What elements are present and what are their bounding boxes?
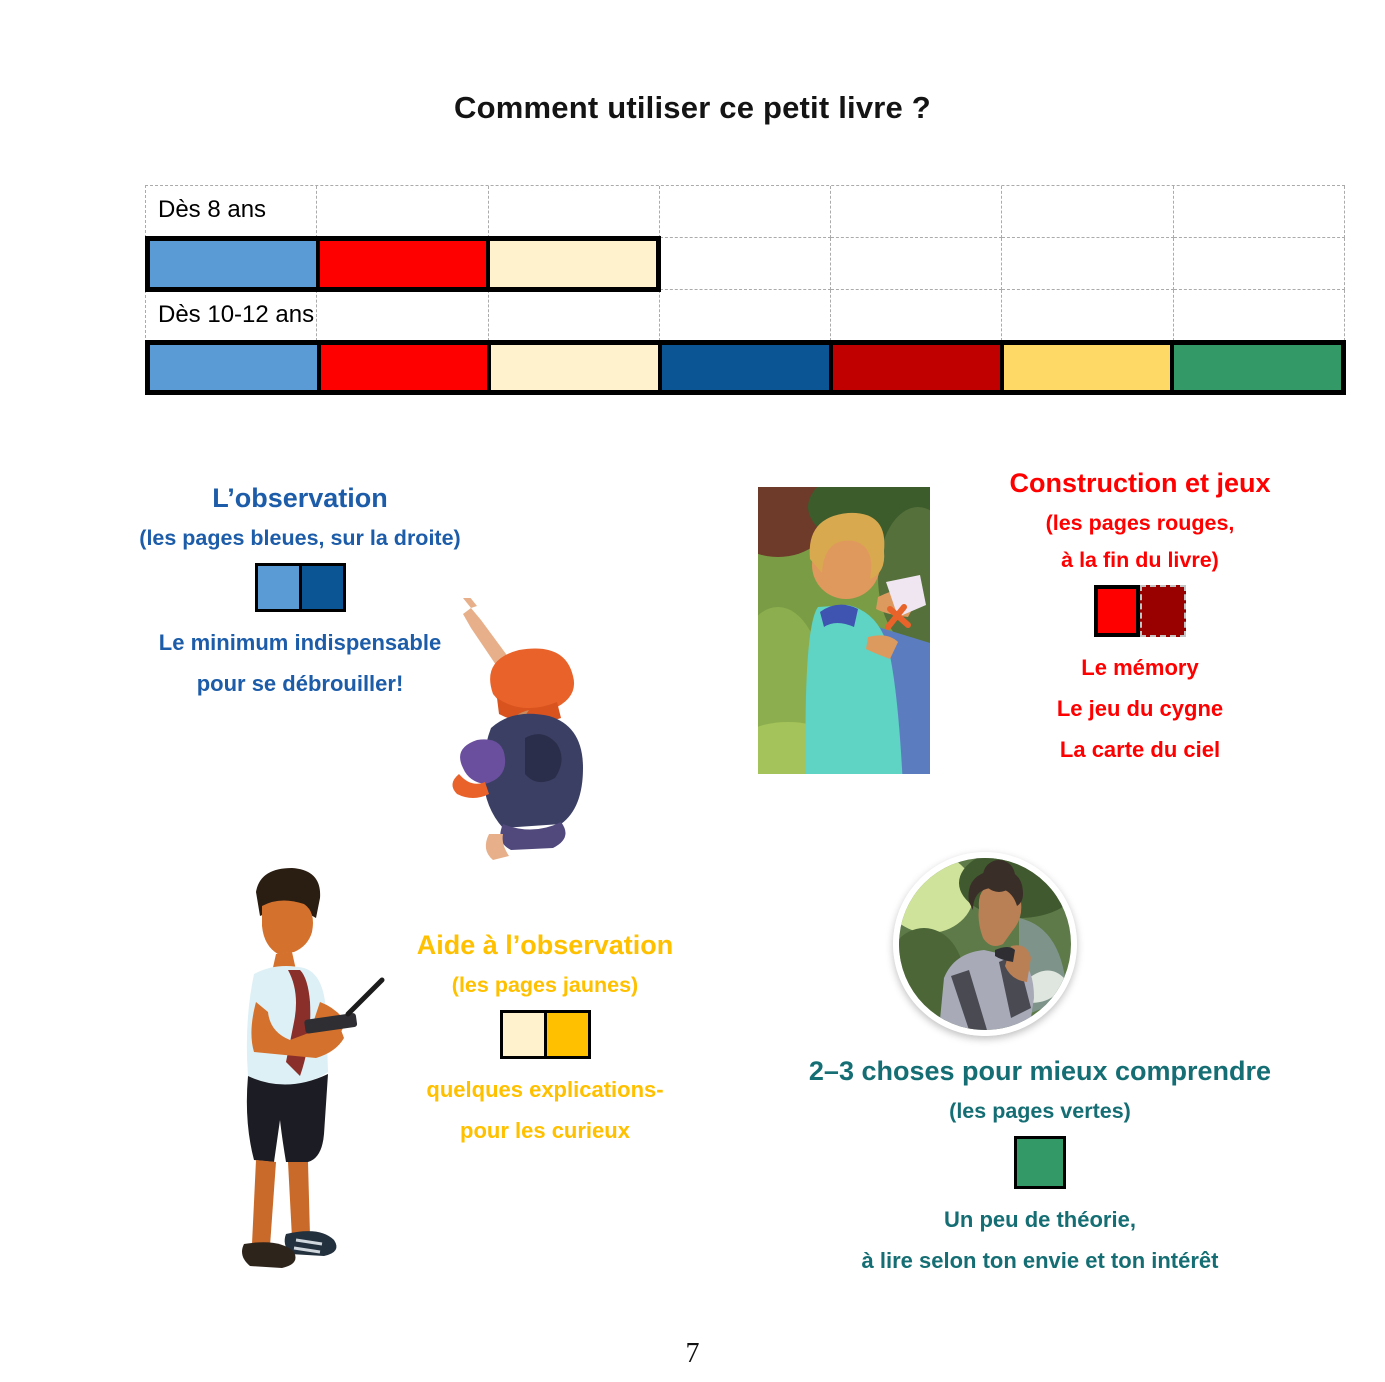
section-construction-line: Le mémory [1081, 655, 1199, 681]
swatch-bleu-clair [255, 563, 302, 612]
section-comprendre-title: 2–3 choses pour mieux comprendre [808, 1056, 1272, 1086]
section-aide-subtitle: (les pages jaunes) [451, 973, 639, 998]
section-construction-line: La carte du ciel [1059, 737, 1221, 763]
section-construction-swatches [928, 585, 1352, 637]
age-label-10-12: Dès 10-12 ans [158, 301, 315, 328]
grid-cell [1174, 238, 1345, 290]
page-title: Comment utiliser ce petit livre ? [454, 90, 931, 125]
grid-cell [489, 290, 660, 342]
age-label-8: Dès 8 ans [158, 196, 267, 223]
grid-cell [1002, 238, 1173, 290]
swatch-rouge [1094, 585, 1140, 637]
bar-segment-vert [1170, 345, 1341, 390]
age-bar-8 [145, 236, 661, 292]
grid-cell [1174, 290, 1345, 342]
bar-segment-creme [487, 345, 658, 390]
section-observation-line: Le minimum indispensable [158, 630, 442, 656]
bar-segment-bleu-clair [150, 345, 317, 390]
section-comprendre-line: à lire selon ton envie et ton intérêt [861, 1248, 1219, 1274]
age-bar-10-12 [145, 340, 1346, 395]
bar-segment-jaune [1000, 345, 1171, 390]
grid-cell [660, 186, 831, 238]
section-construction-title: Construction et jeux [1009, 468, 1271, 498]
page-number: 7 [685, 1338, 700, 1369]
bar-segment-rouge-fonce [829, 345, 1000, 390]
section-aide-line: pour les curieux [460, 1118, 630, 1144]
section-construction-subtitle: (les pages rouges, [1045, 511, 1235, 536]
grid-cell [1002, 290, 1173, 342]
section-observation-title: L’observation [212, 483, 388, 513]
section-construction-line: Le jeu du cygne [1056, 696, 1224, 722]
bar-segment-bleu-clair [150, 241, 316, 287]
grid-cell [317, 290, 488, 342]
section-construction-subtitle: à la fin du livre) [1061, 548, 1219, 573]
grid-cell [1002, 186, 1173, 238]
swatch-rouge-fonce [1140, 585, 1186, 637]
grid-cell [831, 186, 1002, 238]
swatch-vert [1014, 1136, 1066, 1189]
section-comprendre-subtitle: (les pages vertes) [949, 1099, 1131, 1124]
grid-cell [831, 238, 1002, 290]
photo-girl-thinking [893, 852, 1077, 1036]
swatch-creme [500, 1010, 547, 1059]
illustration-child-pointing-sky [433, 598, 613, 866]
section-observation-line: pour se débrouiller! [196, 671, 404, 697]
bar-segment-rouge [316, 241, 486, 287]
section-comprendre-line: Un peu de théorie, [944, 1207, 1136, 1233]
illustration-boy-reading-phone [196, 862, 401, 1292]
section-aide-title: Aide à l’observation [416, 930, 674, 960]
section-comprendre-swatches [752, 1136, 1328, 1189]
grid-cell [660, 238, 831, 290]
bar-segment-creme [486, 241, 656, 287]
section-aide-swatches [375, 1010, 715, 1059]
swatch-jaune-orange [544, 1010, 591, 1059]
photo-boy-cutting-paper [758, 487, 930, 774]
grid-cell [489, 186, 660, 238]
bar-segment-bleu-fonce [658, 345, 829, 390]
section-aide-observation [375, 930, 715, 1144]
grid-cell [831, 290, 1002, 342]
grid-cell [317, 186, 488, 238]
section-comprendre [752, 1056, 1328, 1274]
grid-cell [660, 290, 831, 342]
section-observation-subtitle: (les pages bleues, sur la droite) [139, 526, 461, 551]
grid-cell [1174, 186, 1345, 238]
bar-segment-rouge [317, 345, 488, 390]
section-construction [928, 468, 1352, 763]
section-aide-line: quelques explications- [426, 1077, 664, 1103]
swatch-bleu-fonce [299, 563, 346, 612]
